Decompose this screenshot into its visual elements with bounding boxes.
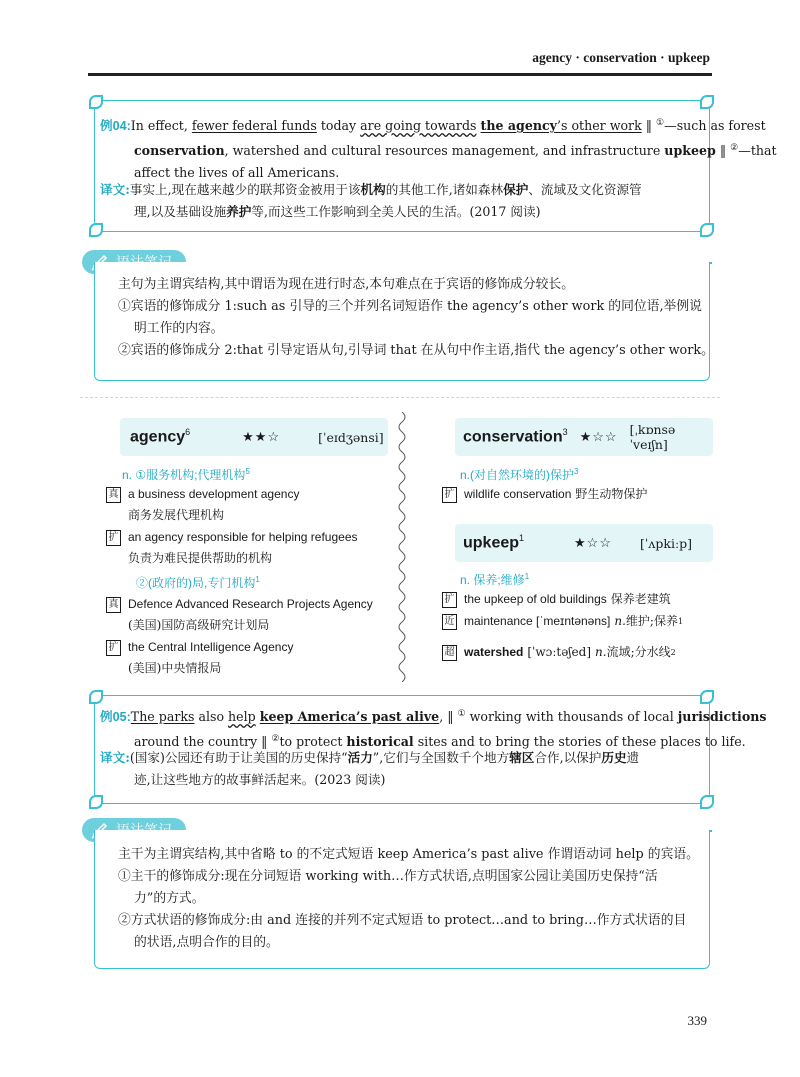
page-number: 339 [687, 1013, 707, 1028]
corner-ornament [700, 795, 714, 809]
header-title: agency · conservation · upkeep [532, 50, 710, 65]
word-card-agency: agency$^6$ ★★☆ [ˈeɪdʒənsi] [120, 418, 388, 456]
corner-ornament [89, 223, 103, 237]
corner-ornament [89, 795, 103, 809]
corner-ornament [700, 690, 714, 704]
example-04-translation: 译文:事实上,现在越来越少的联邦资金被用于该机构的其他工作,诸如森林保护、流域及文化资源管 理,以及基础设施养护等,而这些工作影响到全美人民的生活。(2017 阅读) [100, 182, 642, 219]
word-card-conservation: conservation$^3$ ★☆☆ [ˌkɒnsəˈveɪʃn] [455, 418, 713, 456]
badge: 扩 [106, 640, 121, 656]
badge: 真 [106, 487, 121, 503]
badge: 真 [106, 597, 121, 613]
section-divider [80, 397, 720, 398]
phonetic: [ˈʌpkiːp] [640, 535, 693, 551]
example-label: 例04: [100, 119, 131, 134]
star-rating: ★☆☆ [579, 429, 618, 444]
column-divider [396, 412, 408, 682]
corner-ornament [700, 95, 714, 109]
agency-entries: 真 a business development agency 商务发展代理机构 扩 an agency responsible for helping refugees 负责为难民提供帮助的机构 ②(政府的)局,专门机构$^1$ 真 Defence Advanced Research Projects Agency (美国)国防高级研究计划局 扩 the Central Intelligence Agency (美国)中央情报局 [106, 484, 396, 679]
star-rating: ★☆☆ [574, 535, 612, 550]
headword: agency [130, 428, 186, 446]
headword: upkeep [463, 534, 520, 552]
grammar-note-2-body: 主干为主谓宾结构,其中省略 to 的不定式短语 keep America’s past alive 作谓语动词 help 的宾语。 ①主干的修饰成分:现在分词短语 working with…作方式状语,点明国家公园让美国历史保持“活 力”的方式。 ②方式状语的修饰成分:由 and 连接的并列不定式短语 to protect…and to bring…作方式状语的目 的状语,点明合作的目的。 [118, 847, 699, 950]
definition: n. 保养;维修$^1$ [460, 572, 530, 587]
example-04-en: 例04:In effect, fewer federal funds today are going towards the agency’s other work ‖ ①—such as forest conservation, watershed and cultural resources management, and infrastructure upkeep ‖ ②—that affect the lives of all Americans. [100, 118, 777, 181]
upkeep-entries: 扩 the upkeep of old buildings 保养老建筑 近 maintenance [ˈmeɪntənəns] n. 维护;保养 1 超 watershed [ˈwɔːtəʃed] n. 流域;分水线 2 [442, 589, 722, 663]
badge: 扩 [442, 487, 457, 503]
conservation-entry: 扩 wildlife conservation 野生动物保护 [442, 484, 647, 505]
definition: n.(对自然环境的)保护$^3$ [460, 467, 579, 482]
badge: 扩 [442, 592, 457, 608]
example-label: 例05: [100, 710, 131, 725]
phonetic: [ˈeɪdʒənsi] [318, 429, 384, 445]
word-card-upkeep: upkeep$^1$ ★☆☆ [ˈʌpkiːp] [455, 524, 713, 562]
example-05-en: 例05:The parks also help keep America’s past alive, ‖ ① working with thousands of local jurisdictions around the country ‖ ②to protect historical sites and to bring the stories of these places to life. [100, 709, 767, 750]
translation-label: 译文: [100, 182, 130, 197]
badge: 超 [442, 645, 457, 661]
corner-ornament [89, 690, 103, 704]
phonetic: [ˌkɒnsəˈveɪʃn] [629, 422, 676, 452]
corner-ornament [89, 95, 103, 109]
corner-ornament [700, 223, 714, 237]
definition: n. ①服务机构;代理机构$^5$ [122, 467, 250, 482]
star-rating: ★★☆ [242, 429, 281, 444]
headword: conservation [463, 428, 563, 446]
badge: 扩 [106, 530, 121, 546]
translation-label: 译文: [100, 750, 130, 765]
example-05-translation: 译文:(国家)公园还有助于让美国的历史保持“活力”,它们与全国数千个地方辖区合作,以保护历史遗 迹,让这些地方的故事鲜活起来。(2023 阅读) [100, 750, 640, 787]
grammar-note-1-body: 主句为主谓宾结构,其中谓语为现在进行时态,本句难点在于宾语的修饰成分较长。 ①宾语的修饰成分 1:such as 引导的三个并列名词短语作 the agency’s other work 的同位语,举例说 明工作的内容。 ②宾语的修饰成分 2:that 引导定语从句,引导词 that 在从句中作主语,指代 the agency’s other work。 [118, 277, 714, 358]
badge: 近 [442, 614, 457, 630]
header-rule [88, 73, 712, 76]
